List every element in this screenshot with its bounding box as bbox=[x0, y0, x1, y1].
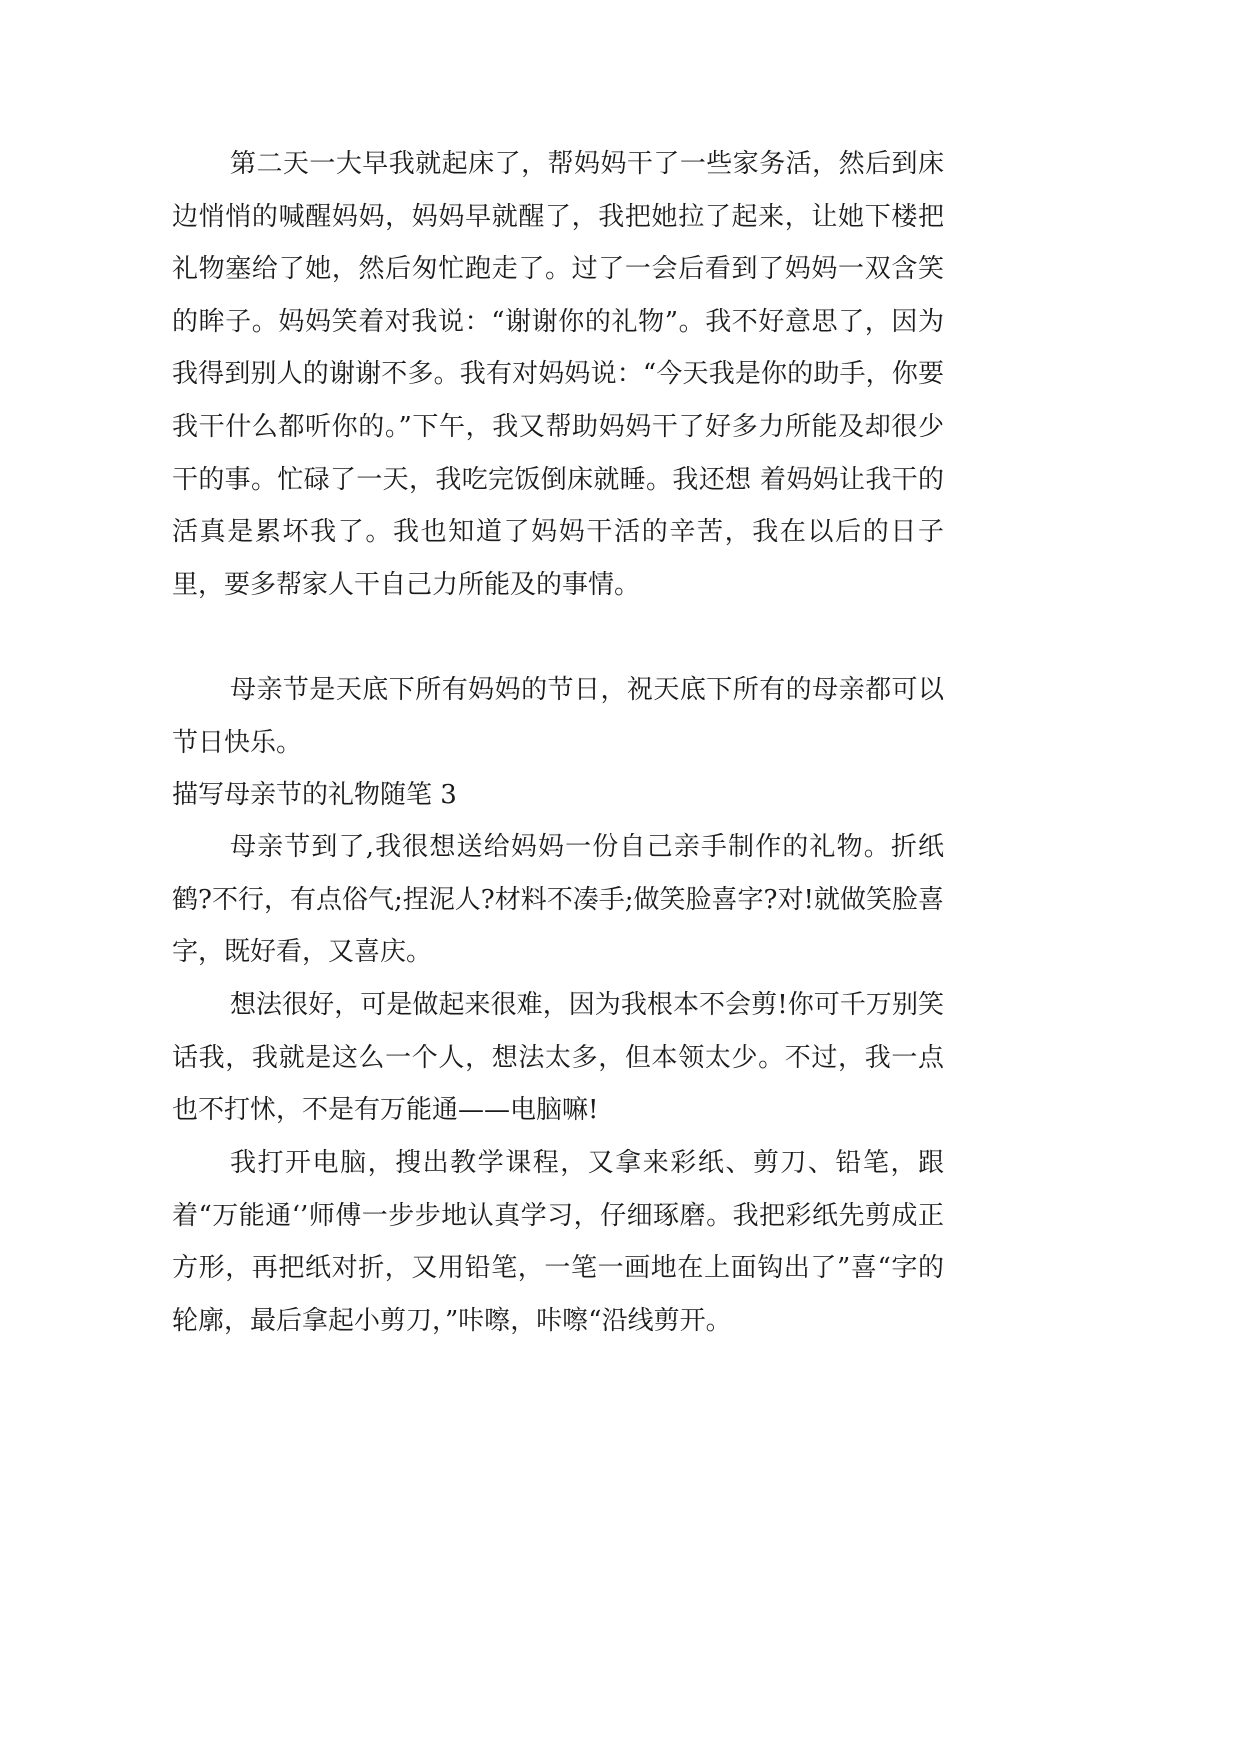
paragraph-mothers-day-wish: 母亲节是天底下所有妈妈的节日，祝天底下所有的母亲都可以节日快乐。 bbox=[172, 675, 944, 758]
paragraph-hard-to-cut: 想法很好，可是做起来很难，因为我根本不会剪!你可千万别笑话我，我就是这么一个人，想法太多，但本领太少。不过，我一点也不打怵，不是有万能通——电脑嘛! bbox=[172, 990, 944, 1126]
paragraph-learning-paper-cutting: 我打开电脑，搜出教学课程，又拿来彩纸、剪刀、铅笔，跟着“万能通‘’师傅一步步地认真学习，仔细琢磨。我把彩纸先剪成正方形，再把纸对折，又用铅笔，一笔一画地在上面钩出了”喜“字的轮廓，最后拿起小剪刀，”咔嚓，咔嚓“沿线剪开。 bbox=[172, 1148, 944, 1336]
section-heading: 描写母亲节的礼物随笔 3 bbox=[172, 780, 457, 810]
paragraph-gift-idea: 母亲节到了,我很想送给妈妈一份自己亲手制作的礼物。折纸鹤?不行，有点俗气;捏泥人?材料不凑手;做笑脸喜字?对!就做笑脸喜字，既好看，又喜庆。 bbox=[172, 832, 944, 968]
paragraph-morning-chores: 第二天一大早我就起床了，帮妈妈干了一些家务活，然后到床边悄悄的喊醒妈妈，妈妈早就醒了，我把她拉了起来，让她下楼把礼物塞给了她，然后匆忙跑走了。过了一会后看到了妈妈一双含笑的眸子。妈妈笑着对我说：“谢谢你的礼物”。我不好意思了，因为我得到别人的谢谢不多。我有对妈妈说：“今天我是你的助手，你要我干什么都听你的。”下午，我又帮助妈妈干了好多力所能及却很少干的事。忙碌了一天，我吃完饭倒床就睡。我还想 着妈妈让我干的活真是累坏我了。我也知道了妈妈干活的辛苦，我在以后的日子里，要多帮家人干自己力所能及的事情。 bbox=[172, 149, 944, 600]
